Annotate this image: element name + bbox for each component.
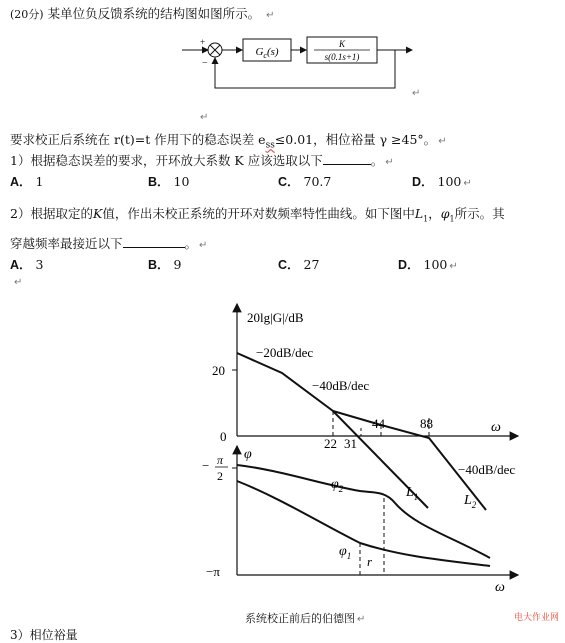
intro-line	[10, 4, 274, 22]
q2-option-d: D． 100 ↵	[398, 257, 458, 272]
sum-plus-sign: +	[200, 37, 206, 47]
return-mark-icon: ↵	[357, 614, 366, 625]
tick-label-2: 2	[217, 469, 223, 483]
figure-caption: 系统校正前后的伯德图 ↵	[245, 612, 366, 625]
q2-option-c: C． 27	[278, 257, 320, 272]
return-mark-icon: ↵	[200, 112, 209, 123]
tick-label-22: 22	[324, 436, 337, 451]
tick-label-20db: 20	[212, 363, 225, 378]
tick-label-0db: 0	[220, 429, 227, 444]
requirement-text: 要求校正后系统在 r(t)=t 作用下的稳态误差 e	[10, 132, 266, 147]
magnitude-axis-label: 20lg|G|/dB	[247, 310, 304, 325]
ess-subscript: ss	[265, 140, 275, 151]
question-2: 2）根据取定的K值，作出未校正系统的开环对数频率特性曲线。如下图中$L_1$，$\varphi_1$所示。其	[10, 206, 505, 224]
return-mark-icon: ↵	[463, 178, 472, 189]
slope-label-minus-40-upper: −40dB/dec	[312, 378, 370, 393]
label-L2: $L_2$	[464, 493, 477, 510]
label-r: r	[367, 554, 373, 569]
curve-phi1	[237, 481, 490, 566]
q2-answer-blank	[123, 236, 185, 248]
return-mark-icon: ↵	[449, 261, 458, 272]
q2-option-b: B． 9	[148, 257, 182, 272]
label-phi1: $\varphi_1$	[339, 544, 352, 561]
score-label: (20分)	[10, 8, 44, 21]
requirement-text-2: ≤0.01，相位裕量 γ ≥45°。	[274, 132, 437, 147]
q1-option-b: B． 10	[148, 174, 190, 189]
q1-text: 1）根据稳态误差的要求，开环放大系数 K 应该选取以下	[10, 153, 323, 168]
watermark: 电大作业网	[514, 613, 560, 623]
sum-minus-sign: −	[202, 58, 208, 69]
label-L1: $L_1$	[406, 485, 419, 502]
tick-label-minus-pi: −π	[206, 564, 220, 579]
footer-line: 3）相位裕量	[10, 628, 78, 642]
q2-option-a: A． 3	[10, 257, 44, 272]
return-mark-icon: ↵	[438, 136, 447, 147]
tick-label-pi: π	[217, 453, 224, 467]
tick-label-31: 31	[344, 436, 357, 451]
minus-sign-pi-half: −	[202, 458, 210, 473]
phase-axis-label: φ	[244, 447, 252, 462]
slope-label-minus-20: −20dB/dec	[256, 345, 314, 360]
q1-option-d: D． 100 ↵	[412, 174, 472, 189]
tick-label-88: 88	[420, 416, 433, 431]
q1-answer-blank	[323, 153, 371, 165]
intro-text: 某单位负反馈系统的结构图如图所示。	[47, 6, 261, 21]
q1-option-a: A． 1	[10, 174, 44, 189]
controller-label: $G_c(s)$	[255, 46, 279, 60]
return-mark-icon: ↵	[199, 240, 208, 251]
q1-end: 。	[370, 153, 384, 168]
bode-plot	[200, 298, 550, 598]
question-1	[10, 151, 394, 169]
tick-label-44: 44	[372, 416, 385, 431]
label-phi2: $\varphi_2$	[331, 477, 344, 494]
q1-option-c: C． 70.7	[278, 174, 332, 189]
return-mark-icon: ↵	[412, 88, 421, 99]
return-mark-icon: ↵	[385, 157, 394, 168]
omega-label-phase: ω	[495, 580, 505, 595]
requirement-line	[10, 130, 447, 151]
return-mark-icon: ↵	[14, 277, 23, 288]
return-mark-icon: ↵	[266, 10, 275, 21]
omega-label-magnitude: ω	[491, 420, 501, 435]
plant-denominator: s(0.1s+1)	[324, 52, 360, 62]
question-2-line-2: 穿越频率最接近以下 。 ↵	[10, 236, 208, 251]
plant-numerator: K	[338, 39, 346, 49]
slope-label-minus-40-lower: −40dB/dec	[458, 462, 516, 477]
block-diagram	[180, 30, 420, 102]
